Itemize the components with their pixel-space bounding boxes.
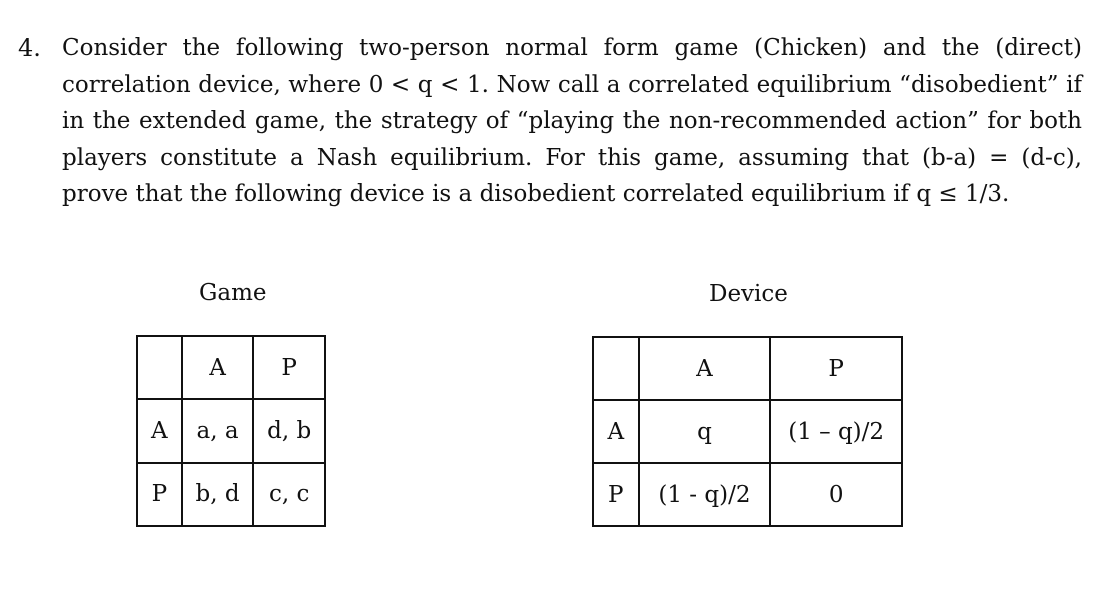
device-col-header-a: A [639,337,771,400]
game-row-p [137,463,325,526]
game-cell-a-a: a, a [182,399,254,462]
problem-number: 4. [18,34,41,62]
game-payoff-table [136,335,326,527]
game-corner-cell [137,336,182,399]
game-col-header-a: A [182,336,254,399]
game-col-header-p: P [253,336,325,399]
game-row-label-p: P [137,463,182,526]
game-cell-p-p: c, c [253,463,325,526]
device-row-a [593,400,902,463]
device-corner-cell [593,337,639,400]
device-cell-p-p: 0 [770,463,902,526]
device-row-label-a: A [593,400,639,463]
game-caption: Game [199,280,267,306]
device-probability-table [592,336,903,527]
device-caption: Device [709,281,788,307]
device-cell-a-p: (1 – q)/2 [770,400,902,463]
device-row-label-p: P [593,463,639,526]
device-cell-p-a: (1 - q)/2 [639,463,771,526]
problem-text: Consider the following two-person normal form game (Chicken) and the (direct) correlation device, where 0 < q < 1. Now call a correlated equilibrium “disobedient” if in the extended game, the strategy of “playing the non-recommended action” for both players constitute a Nash equilibrium. For this game, assuming that (b-a) = (d-c), prove that the following device is a disobedient correlated equilibrium if q ≤ 1/3. [62,35,1082,207]
game-row-label-a: A [137,399,182,462]
device-header-row [593,337,902,400]
device-row-p [593,463,902,526]
game-cell-a-p: d, b [253,399,325,462]
device-cell-a-a: q [639,400,771,463]
game-row-a [137,399,325,462]
device-col-header-p: P [770,337,902,400]
game-header-row [137,336,325,399]
game-cell-p-a: b, d [182,463,254,526]
